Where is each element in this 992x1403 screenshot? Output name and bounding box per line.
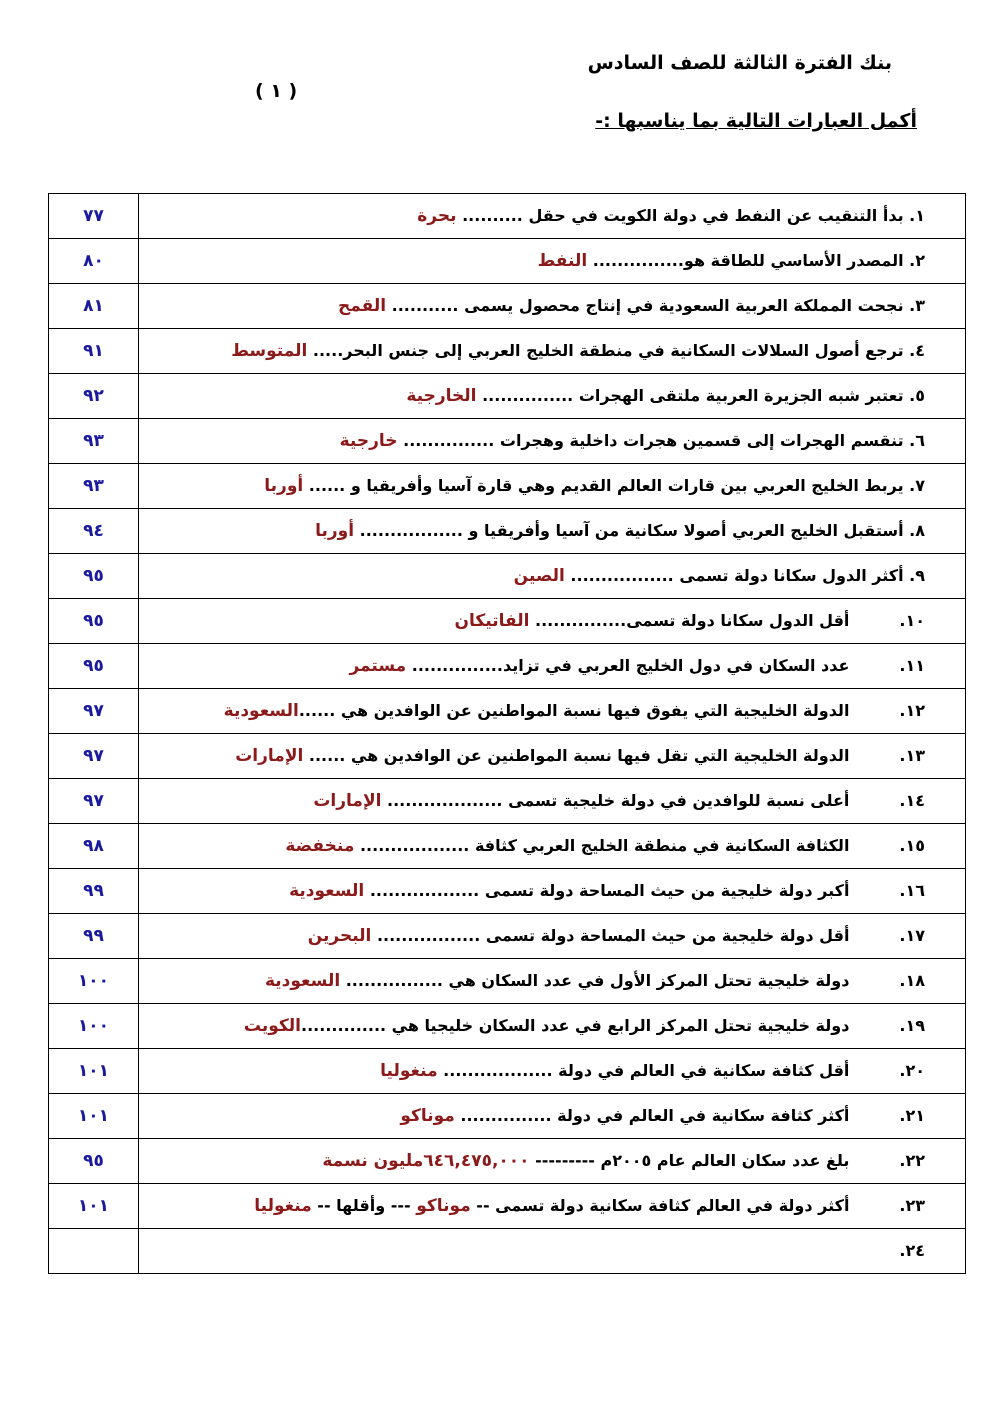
question-row [49, 599, 966, 644]
question-number: ٢٢. [899, 1151, 925, 1170]
page-number: ( ١ ) [255, 80, 298, 102]
answer: موناكو [400, 1106, 455, 1126]
answer: ٦٤٦,٤٧٥,٠٠٠مليون نسمة [322, 1151, 530, 1171]
answer: منخفضة [285, 836, 355, 856]
page-ref: ٨١ [49, 284, 139, 329]
question-row [49, 824, 966, 869]
question-cell [139, 554, 966, 599]
question-text: أعلى نسبة للوافدين في دولة خليجية تسمى ................... [381, 791, 850, 810]
question-row [49, 329, 966, 374]
question-number: ١٧. [899, 926, 925, 945]
question-text: ترجع أصول السلالات السكانية في منطقة الخليج العربي إلى جنس البحر..... [307, 341, 904, 360]
question-cell [139, 329, 966, 374]
question-row [49, 464, 966, 509]
answer: القمح [337, 296, 387, 316]
answer: السعودية [264, 971, 341, 991]
question-text: يربط الخليج العربي بين قارات العالم القديم وهي قارة آسيا وأفريقيا و ...... [303, 476, 904, 495]
page-ref: ٩٥ [49, 644, 139, 689]
question-cell [139, 869, 966, 914]
answer: البحرين [307, 926, 372, 946]
question-number: ١٤. [899, 791, 925, 810]
question-number: ١٩. [899, 1016, 925, 1035]
question-text: أقل الدول سكانا دولة تسمى............... [529, 611, 850, 630]
question-cell [139, 689, 966, 734]
answer: أوربا [315, 521, 355, 541]
answer: السعودية [289, 881, 365, 901]
question-text: الدولة الخليجية التي يفوق فيها نسبة المواطنين عن الوافدين هي ...... [298, 701, 850, 720]
question-number: ٦. [909, 431, 925, 450]
question-row [49, 194, 966, 239]
document-title: بنك الفترة الثالثة للصف السادس [587, 52, 892, 74]
answer: الصين [513, 566, 565, 586]
question-number: ١٦. [899, 881, 925, 900]
page-ref: ٩٥ [49, 599, 139, 644]
page-ref: ٩٥ [49, 1139, 139, 1184]
question-cell [139, 599, 966, 644]
question-number: ٢٠. [899, 1061, 925, 1080]
question-cell [139, 1004, 966, 1049]
answer: السعودية [223, 701, 299, 721]
question-cell [139, 509, 966, 554]
answer: الفاتيكان [454, 611, 530, 631]
page-ref: ٨٠ [49, 239, 139, 284]
question-number: ١٨. [899, 971, 925, 990]
question-row [49, 734, 966, 779]
answer-2: منغوليا [254, 1196, 312, 1216]
page-ref: ٩٩ [49, 914, 139, 959]
question-cell [139, 1229, 966, 1274]
answer: الكويت [243, 1016, 302, 1036]
question-row [49, 959, 966, 1004]
question-number: ١. [909, 206, 925, 225]
question-text: نجحت المملكة العربية السعودية في إنتاج محصول يسمى ........... [386, 296, 904, 315]
question-cell [139, 644, 966, 689]
question-row [49, 419, 966, 464]
question-cell [139, 824, 966, 869]
answer: المتوسط [231, 341, 308, 361]
questions-table [48, 193, 966, 1274]
answer: الإمارات [235, 746, 304, 766]
page-ref: ١٠١ [49, 1049, 139, 1094]
question-row [49, 239, 966, 284]
question-cell [139, 284, 966, 329]
question-text: دولة خليجية تحتل المركز الرابع في عدد السكان خليجيا هي .............. [301, 1016, 850, 1035]
answer: موناكو [416, 1196, 471, 1216]
instruction-heading: أكمل العبارات التالية بما يناسبها :- [595, 110, 917, 132]
question-cell [139, 1184, 966, 1229]
question-row [49, 914, 966, 959]
question-number: ١٥. [899, 836, 925, 855]
question-row [49, 1049, 966, 1094]
question-row [49, 554, 966, 599]
page-ref: ١٠١ [49, 1184, 139, 1229]
page-ref: ٩٧ [49, 689, 139, 734]
question-text: تنقسم الهجرات إلى قسمين هجرات داخلية وهجرات ............... [397, 431, 904, 450]
page-ref: ٧٧ [49, 194, 139, 239]
page-ref: ٩٩ [49, 869, 139, 914]
question-text: دولة خليجية تحتل المركز الأول في عدد السكان هي ................ [340, 971, 850, 990]
page-ref: ١٠١ [49, 1094, 139, 1139]
question-number: ٣. [909, 296, 925, 315]
question-text: أكثر الدول سكانا دولة تسمى ................. [564, 566, 904, 585]
answer: بحرة [417, 206, 457, 226]
question-cell [139, 239, 966, 284]
question-text: أقل دولة خليجية من حيث المساحة دولة تسمى ................. [371, 926, 850, 945]
question-text: أكبر دولة خليجية من حيث المساحة دولة تسمى .................. [364, 881, 850, 900]
question-text: المصدر الأساسي للطاقة هو............... [587, 251, 904, 270]
answer: أوربا [264, 476, 304, 496]
question-number: ٢١. [899, 1106, 925, 1125]
answer: منغوليا [380, 1061, 438, 1081]
question-text-cont: --- وأقلها -- [311, 1196, 417, 1215]
question-text: أستقبل الخليج العربي أصولا سكانية من آسيا وأفريقيا و ................. [354, 521, 904, 540]
question-cell [139, 1049, 966, 1094]
question-text: أقل كثافة سكانية في العالم في دولة .................. [437, 1061, 850, 1080]
question-number: ١١. [899, 656, 925, 675]
answer: النفط [537, 251, 588, 271]
question-cell [139, 374, 966, 419]
question-number: ٢٣. [899, 1196, 925, 1215]
question-row [49, 1139, 966, 1184]
question-number: ٥. [909, 386, 925, 405]
page-ref: ٩٣ [49, 419, 139, 464]
page-ref: ٩٨ [49, 824, 139, 869]
question-cell [139, 779, 966, 824]
question-cell [139, 1094, 966, 1139]
answer: الخارجية [406, 386, 477, 406]
page-ref: ٩٣ [49, 464, 139, 509]
question-number: ٢٤. [899, 1241, 925, 1260]
page-ref: ٩٢ [49, 374, 139, 419]
question-text: الدولة الخليجية التي تقل فيها نسبة المواطنين عن الوافدين هي ...... [303, 746, 850, 765]
question-text: أكثر دولة في العالم كثافة سكانية دولة تسمى -- [470, 1196, 850, 1215]
page-ref: ١٠٠ [49, 959, 139, 1004]
question-number: ٤. [909, 341, 925, 360]
question-row [49, 374, 966, 419]
answer: خارجية [339, 431, 398, 451]
page-ref: ٩٧ [49, 779, 139, 824]
question-number: ١٣. [899, 746, 925, 765]
question-text: بلغ عدد سكان العالم عام ٢٠٠٥م --------- [529, 1151, 850, 1170]
question-cell [139, 734, 966, 779]
question-number: ٢. [909, 251, 925, 270]
question-text: بدأ التنقيب عن النفط في دولة الكويت في حقل .......... [456, 206, 904, 225]
question-cell [139, 419, 966, 464]
question-row [49, 869, 966, 914]
question-number: ٨. [909, 521, 925, 540]
question-number: ٧. [909, 476, 925, 495]
question-number: ٩. [909, 566, 925, 585]
question-cell [139, 914, 966, 959]
question-number: ١٢. [899, 701, 925, 720]
question-cell [139, 959, 966, 1004]
page-ref: ٩٧ [49, 734, 139, 779]
question-cell [139, 1139, 966, 1184]
question-row [49, 1094, 966, 1139]
question-row [49, 284, 966, 329]
question-row [49, 689, 966, 734]
question-number: ١٠. [899, 611, 925, 630]
question-row [49, 1229, 966, 1274]
page-ref [49, 1229, 139, 1274]
question-row [49, 1004, 966, 1049]
question-row [49, 509, 966, 554]
question-text: أكثر كثافة سكانية في العالم في دولة ............... [454, 1106, 850, 1125]
page-ref: ١٠٠ [49, 1004, 139, 1049]
question-row [49, 644, 966, 689]
answer: الإمارات [313, 791, 382, 811]
question-cell [139, 194, 966, 239]
question-text: عدد السكان في دول الخليج العربي في تزايد............... [406, 656, 850, 675]
question-text: تعتبر شبه الجزيرة العربية ملتقى الهجرات ............... [476, 386, 904, 405]
page-ref: ٩٤ [49, 509, 139, 554]
question-text: الكثافة السكانية في منطقة الخليج العربي كثافة .................. [354, 836, 850, 855]
question-cell [139, 464, 966, 509]
answer: مستمر [349, 656, 407, 676]
question-row [49, 1184, 966, 1229]
page-ref: ٩٥ [49, 554, 139, 599]
question-row [49, 779, 966, 824]
page-ref: ٩١ [49, 329, 139, 374]
